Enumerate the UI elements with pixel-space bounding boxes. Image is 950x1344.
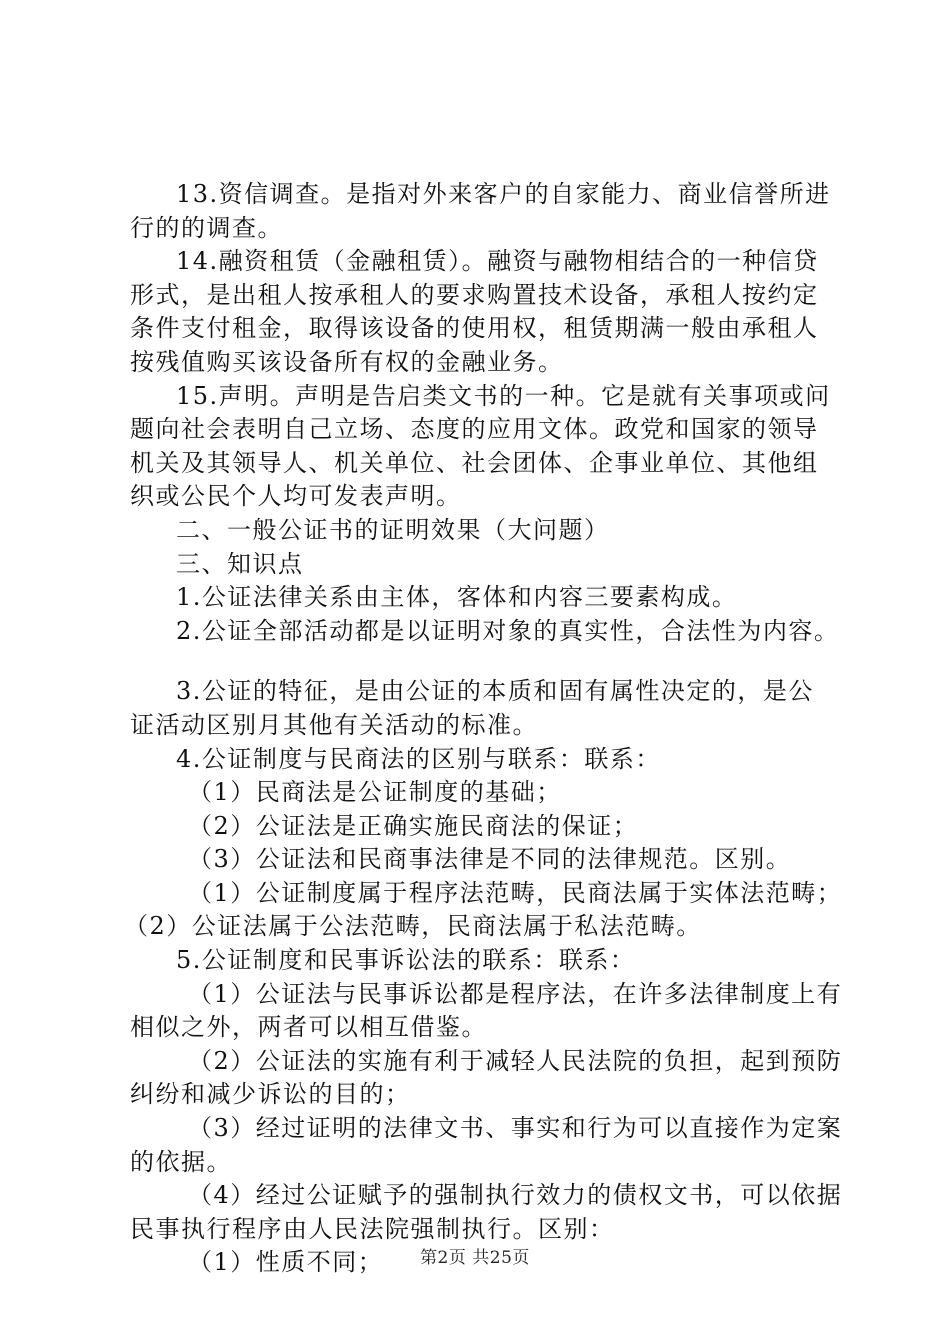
- section-heading-3: 三、知识点: [176, 549, 304, 578]
- knowledge-point-3-line-2: 证活动区别月其他有关活动的标准。: [130, 710, 538, 739]
- paragraph-14-line-4: 按残值购买该设备所有权的金融业务。: [130, 347, 564, 376]
- knowledge-point-1: 1.公证法律关系由主体，客体和内容三要素构成。: [176, 583, 738, 612]
- knowledge-point-5-item-2-line-2: 纠纷和减少诉讼的目的；: [130, 1080, 411, 1109]
- page-number-footer: 第2页 共25页: [420, 1248, 530, 1268]
- paragraph-15-line-2: 题向社会表明自己立场、态度的应用文体。政党和国家的领导: [130, 415, 819, 444]
- paragraph-14-line-2: 形式，是出租人按承租人的要求购置技术设备，承租人按约定: [130, 280, 819, 309]
- knowledge-point-5-item-4-line-2: 民事执行程序由人民法院强制执行。区别：: [130, 1214, 615, 1243]
- knowledge-point-4-diff-2: （2）公证法属于公法范畴，民商法属于私法范畴。: [124, 912, 702, 941]
- knowledge-point-5-item-2-line-1: （2）公证法的实施有利于减轻人民法院的负担，起到预防: [188, 1046, 843, 1075]
- knowledge-point-4-item-3: （3）公证法和民商事法律是不同的法律规范。区别。: [188, 845, 792, 874]
- knowledge-point-4-item-2: （2）公证法是正确实施民商法的保证；: [188, 811, 639, 840]
- paragraph-13-line-1: 13.资信调查。是指对外来客户的自家能力、商业信誉所进: [176, 180, 831, 208]
- paragraph-15-line-4: 织或公民个人均可发表声明。: [130, 482, 462, 511]
- document-body: [124, 178, 850, 1280]
- paragraph-spacer: [130, 648, 850, 675]
- knowledge-point-2: 2.公证全部活动都是以证明对象的真实性，合法性为内容。: [176, 616, 840, 645]
- knowledge-point-5-item-4-line-1: （4）经过公证赋予的强制执行效力的债权文书，可以依据: [188, 1181, 843, 1210]
- knowledge-point-5-item-1-line-2: 相似之外，两者可以相互借鉴。: [130, 1013, 487, 1042]
- paragraph-14-line-3: 条件支付租金，取得该设备的使用权，租赁期满一般由承租人: [130, 314, 819, 343]
- knowledge-point-5: 5.公证制度和民事诉讼法的联系：联系：: [176, 946, 636, 975]
- knowledge-point-5-item-3-line-2: 的依据。: [130, 1147, 232, 1176]
- knowledge-point-4: 4.公证制度与民商法的区别与联系：联系：: [176, 744, 661, 773]
- paragraph-14-line-1: 14.融资租赁（金融租赁）。融资与融物相结合的一种信贷: [176, 247, 819, 276]
- paragraph-15-line-3: 机关及其领导人、机关单位、社会团体、企事业单位、其他组: [130, 448, 819, 477]
- knowledge-point-5-diff-1: （1）性质不同；: [188, 1248, 384, 1277]
- knowledge-point-5-item-3-line-1: （3）经过证明的法律文书、事实和行为可以直接作为定案: [188, 1114, 843, 1143]
- section-heading-2: 二、一般公证书的证明效果（大问题）: [176, 515, 610, 544]
- knowledge-point-4-diff-1: （1）公证制度属于程序法范畴，民商法属于实体法范畴；: [188, 878, 843, 907]
- paragraph-13-line-2: 行的的调查。: [130, 213, 283, 242]
- knowledge-point-4-item-1: （1）民商法是公证制度的基础；: [188, 778, 562, 807]
- paragraph-15-line-1: 15.声明。声明是告启类文书的一种。它是就有关事项或问: [176, 381, 831, 410]
- knowledge-point-3-line-1: 3.公证的特征，是由公证的本质和固有属性决定的，是公: [176, 677, 814, 706]
- knowledge-point-5-item-1-line-1: （1）公证法与民事诉讼都是程序法，在许多法律制度上有: [188, 979, 843, 1008]
